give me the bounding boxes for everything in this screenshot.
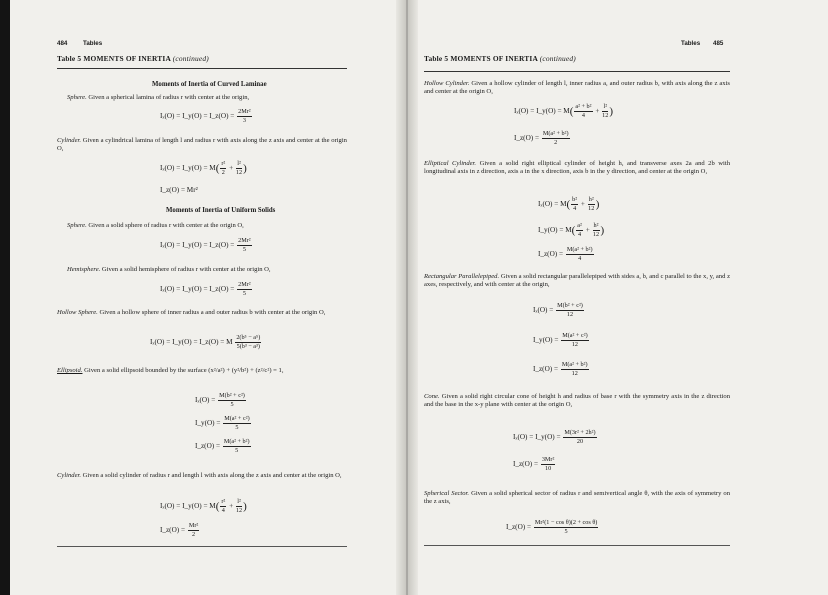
fraction xyxy=(541,456,556,473)
fraction-denominator: 2 xyxy=(221,169,225,176)
cyl-lamina-label: Cylinder. xyxy=(57,137,81,144)
ellipsoid-equation-3 xyxy=(195,438,252,455)
right-table-title-suffix: (continued) xyxy=(539,54,576,63)
rect-equation-2 xyxy=(533,332,590,349)
fraction-numerator: M(a² + c²) xyxy=(562,332,588,339)
fraction xyxy=(236,160,242,177)
cyl-solid-label: Cylinder. xyxy=(57,472,81,479)
eq-lhs: I_z(O) = xyxy=(506,523,532,532)
fraction-denominator: 12 xyxy=(588,205,595,212)
fraction xyxy=(571,196,578,213)
cyl-solid-equation-1: Iₓ(O) = I_y(O) = M( $\frac{\text{r²}}{4}$ + $\frac{\text{l²}}{12}$ ) xyxy=(160,498,247,514)
eq-lhs: I_y(O) = xyxy=(195,419,221,428)
hemisphere-equation xyxy=(160,281,253,298)
right-title-rule xyxy=(424,71,730,72)
fraction-numerator: M(a² + b²) xyxy=(542,130,569,137)
fraction-denominator: 5 xyxy=(564,528,568,535)
fraction xyxy=(588,196,595,213)
sphere-lamina-equation xyxy=(160,108,253,125)
eq-lhs: I_z(O) = xyxy=(195,442,221,451)
left-title-rule xyxy=(57,68,347,69)
fraction xyxy=(593,222,600,239)
fraction-numerator: M(a² + b²) xyxy=(561,361,588,368)
elliptical-cyl-equation-1: Iₓ(O) = M( $\frac{\text{b²}}{4}$ + $\frac{\text{h²}}{12}$ ) xyxy=(538,196,600,212)
fraction-numerator: M(a² + b²) xyxy=(566,246,593,253)
eq-lhs: Iₓ(O) = I_y(O) = M xyxy=(160,502,216,511)
fraction-denominator: 12 xyxy=(602,112,609,119)
fraction-numerator: a² xyxy=(577,222,582,229)
spherical-sector-label: Spherical Sector. xyxy=(424,490,470,497)
fraction-numerator: a² + b² xyxy=(575,103,592,110)
eq-lhs: Iₓ(O) = xyxy=(533,306,554,315)
hemisphere-label: Hemisphere. xyxy=(67,266,101,273)
eq-lhs: Iₓ(O) = I_y(O) = I_z(O) = xyxy=(160,112,235,121)
fraction-denominator: 4 xyxy=(581,112,585,119)
fraction-denominator: 10 xyxy=(544,465,552,472)
fraction-numerator: Mr²(1 − cos θ)(2 + cos θ) xyxy=(534,519,598,526)
fraction xyxy=(237,237,252,254)
right-table-title-text: Table 5 MOMENTS OF INERTIA xyxy=(424,54,538,63)
fraction-numerator: l² xyxy=(237,160,241,167)
cyl-lamina-text xyxy=(57,137,347,153)
fraction-numerator: h² xyxy=(588,196,594,203)
hollow-sphere-label: Hollow Sphere. xyxy=(57,309,98,316)
eq-lhs: Iₓ(O) = M xyxy=(538,200,567,209)
eq-lhs: I_y(O) = M xyxy=(538,226,572,235)
fraction-numerator: M(a² + c²) xyxy=(224,415,250,422)
cyl-lamina-equation-2: I_z(O) = Mr² xyxy=(160,186,198,194)
hollow-sphere-body: Given a hollow sphere of inner radius a and outer radius b with center at the origin O, xyxy=(99,309,326,316)
hollow-cyl-text xyxy=(424,80,730,96)
fraction-denominator: 3 xyxy=(242,117,246,124)
rect-parallelepiped-text xyxy=(424,273,730,289)
hollow-cyl-label: Hollow Cylinder. xyxy=(424,80,470,87)
elliptical-cyl-equation-3 xyxy=(538,246,595,263)
hollow-sphere-equation xyxy=(150,334,262,351)
spherical-sector-body: Given a solid spherical sector of radius r and semivertical angle θ, with the axis of symmetry on the z axis, xyxy=(424,490,731,506)
cyl-solid-text xyxy=(57,472,347,480)
ellipsoid-label: Ellipsoid. xyxy=(57,367,83,374)
elliptical-cyl-text xyxy=(424,160,730,176)
fraction-denominator: 2 xyxy=(554,139,558,146)
fraction xyxy=(561,361,589,378)
fraction xyxy=(576,222,583,239)
fraction-denominator: 12 xyxy=(566,311,574,318)
eq-lhs: Iₓ(O) = I_y(O) = I_z(O) = M xyxy=(150,338,233,347)
rect-equation-3 xyxy=(533,361,590,378)
left-running-head: Tables xyxy=(83,40,103,47)
elliptical-cyl-body: Given a solid right elliptical cylinder of height h, and transverse axes 2a and 2b with longitudinal axis in z direction, axis a in the x direction, axis b in the y direction, and center at the origin O, xyxy=(424,160,731,176)
fraction-denominator: 5 xyxy=(235,424,239,431)
hollow-sphere-text xyxy=(57,309,347,317)
fraction-numerator: 2(b⁵ − a⁵) xyxy=(236,334,261,341)
fraction-numerator: b² xyxy=(572,196,578,203)
fraction-numerator: M(b² + c²) xyxy=(219,392,245,399)
sphere-solid-body: Given a solid sphere of radius r with center at the origin O, xyxy=(88,222,244,229)
fraction xyxy=(235,334,261,351)
ellipsoid-text xyxy=(57,367,347,375)
fraction xyxy=(237,108,252,125)
hollow-cyl-body: Given a hollow cylinder of length l, inner radius a, and outer radius b, with axis along the z axis and center at the origin O, xyxy=(424,80,730,96)
fraction xyxy=(223,415,250,432)
fraction-denominator: 12 xyxy=(571,341,579,348)
fraction-numerator: l² xyxy=(603,103,608,110)
fraction-denominator: 5(b³ − a³) xyxy=(236,343,260,350)
fraction-numerator: h² xyxy=(593,222,599,229)
eq-lhs: Iₓ(O) = I_y(O) = M xyxy=(514,107,570,116)
rect-parallelepiped-body: Given a solid rectangular parallelepiped with sides a, b, and c parallel to the x, y, and z axes, respectively, and with center at the origin, xyxy=(424,273,731,289)
cyl-solid-body: Given a solid cylinder of radius r and length l with axis along the z axis and center at the origin O, xyxy=(82,472,342,479)
right-page-number: 485 xyxy=(713,40,724,47)
fraction-denominator: 5 xyxy=(242,246,246,253)
sphere-solid-equation xyxy=(160,237,253,254)
fraction xyxy=(542,130,570,147)
rect-equation-1 xyxy=(533,302,585,319)
spherical-sector-equation xyxy=(506,519,599,536)
cone-label: Cone. xyxy=(424,393,440,400)
fraction-denominator: 5 xyxy=(242,290,246,297)
fraction-numerator: r² xyxy=(221,160,226,167)
fraction-denominator: 20 xyxy=(576,438,584,445)
fraction-denominator: 12 xyxy=(592,231,600,238)
fraction-denominator: 5 xyxy=(235,447,239,454)
elliptical-cyl-equation-2: I_y(O) = M( $\frac{\text{a²}}{4}$ + $\frac{\text{h²}}{12}$ ) xyxy=(538,222,605,238)
eq-lhs: Iₓ(O) = I_y(O) = M xyxy=(160,164,216,173)
fraction-denominator: 4 xyxy=(573,205,577,212)
fraction-denominator: 5 xyxy=(230,401,234,408)
fraction-numerator: r² xyxy=(221,498,226,505)
fraction-denominator: 4 xyxy=(578,231,582,238)
fraction xyxy=(574,103,592,120)
fraction-denominator: 4 xyxy=(221,507,225,514)
right-bottom-rule xyxy=(424,545,730,546)
sphere-lamina-text xyxy=(67,94,347,102)
fraction-denominator: 2 xyxy=(191,531,196,538)
left-bottom-rule xyxy=(57,546,347,547)
fraction xyxy=(561,332,588,349)
fraction-denominator: 12 xyxy=(235,507,243,514)
eq-lhs: I_z(O) = xyxy=(514,134,540,143)
book-binding xyxy=(0,0,10,595)
fraction-numerator: M(3r² + 2h²) xyxy=(564,429,596,436)
sphere-lamina-label: Sphere. xyxy=(67,94,87,101)
cyl-lamina-equation-1: Iₓ(O) = I_y(O) = M( $\frac{\text{r²}}{2}$ + $\frac{\text{l²}}{12}$ ) xyxy=(160,160,247,176)
section-curved-laminae: Moments of Inertia of Curved Laminae xyxy=(152,81,267,88)
fraction xyxy=(602,103,608,120)
ellipsoid-equation-1 xyxy=(195,392,247,409)
fraction xyxy=(566,246,594,263)
eq-lhs: I_z(O) = xyxy=(160,526,186,535)
hollow-cyl-equation-2 xyxy=(514,130,571,147)
elliptical-cyl-label: Elliptical Cylinder. xyxy=(424,160,477,167)
fraction-numerator: M(a² + b²) xyxy=(223,438,250,445)
eq-lhs: Iₓ(O) = I_y(O) = I_z(O) = xyxy=(160,241,235,250)
spherical-sector-text xyxy=(424,490,730,506)
sphere-solid-text xyxy=(67,222,347,230)
fraction xyxy=(220,498,226,515)
fraction-denominator: 12 xyxy=(571,370,578,377)
right-table-title xyxy=(424,55,576,63)
fraction xyxy=(237,281,252,298)
hollow-cyl-equation-1: Iₓ(O) = I_y(O) = M( $\frac{\text{a² + b²}}{4}$ + $\frac{\text{l²}}{12}$ ) xyxy=(514,103,614,119)
eq-lhs: Iₓ(O) = I_y(O) = xyxy=(513,433,561,442)
fraction xyxy=(223,438,251,455)
hemisphere-text xyxy=(67,266,347,274)
page-gutter xyxy=(396,0,418,595)
fraction-numerator: l² xyxy=(237,498,241,505)
fraction-denominator: 4 xyxy=(578,255,582,262)
left-page xyxy=(10,0,396,595)
fraction xyxy=(188,522,199,539)
left-page-number: 484 xyxy=(57,40,68,47)
eq-lhs: I_y(O) = xyxy=(533,336,559,345)
fraction xyxy=(218,392,246,409)
rect-parallelepiped-label: Rectangular Parallelepiped. xyxy=(424,273,500,280)
fraction-numerator: 3Mr² xyxy=(541,456,555,463)
cone-body: Given a solid right circular cone of height h and radius of base r with the symmetry axis in the z direction and the base in the x-y plane with center at the origin O, xyxy=(424,393,730,409)
cyl-solid-equation-2 xyxy=(160,522,200,539)
fraction xyxy=(236,498,242,515)
fraction-numerator: 2Mr² xyxy=(238,237,251,244)
left-table-title-text: Table 5 MOMENTS OF INERTIA xyxy=(57,54,171,63)
fraction-denominator: 12 xyxy=(235,169,243,176)
cyl-lamina-body: Given a cylindrical lamina of length l and radius r with axis along the z axis and center at the origin O, xyxy=(57,137,347,153)
sphere-lamina-body: Given a spherical lamina of radius r with center at the origin, xyxy=(88,94,250,101)
section-uniform-solids: Moments of Inertia of Uniform Solids xyxy=(166,207,276,214)
fraction xyxy=(563,429,596,446)
fraction-numerator: Mr² xyxy=(188,522,199,529)
left-table-title-suffix: (continued) xyxy=(172,54,209,63)
left-table-title xyxy=(57,55,209,63)
fraction-numerator: M(b² + c²) xyxy=(557,302,583,309)
fraction xyxy=(556,302,584,319)
cone-text xyxy=(424,393,730,409)
eq-lhs: Iₓ(O) = I_y(O) = I_z(O) = xyxy=(160,285,235,294)
ellipsoid-body: Given a solid ellipsoid bounded by the surface (x²/a²) + (y²/b²) + (z²/c²) = 1, xyxy=(84,367,284,374)
fraction-numerator: 2Mr² xyxy=(238,281,251,288)
ellipsoid-equation-2 xyxy=(195,415,252,432)
cone-equation-1 xyxy=(513,429,598,446)
fraction-numerator: 2Mr² xyxy=(238,108,251,115)
fraction xyxy=(220,160,226,177)
eq-lhs: I_z(O) = xyxy=(533,365,559,374)
eq-lhs: I_z(O) = xyxy=(538,250,564,259)
right-page xyxy=(418,0,828,595)
hemisphere-body: Given a solid hemisphere of radius r with center at the origin O, xyxy=(101,266,271,273)
sphere-solid-label: Sphere. xyxy=(67,222,87,229)
fraction xyxy=(534,519,599,536)
eq-lhs: Iₓ(O) = xyxy=(195,396,216,405)
cone-equation-2 xyxy=(513,456,556,473)
right-running-head: Tables xyxy=(681,40,701,47)
eq-lhs: I_z(O) = xyxy=(513,460,539,469)
